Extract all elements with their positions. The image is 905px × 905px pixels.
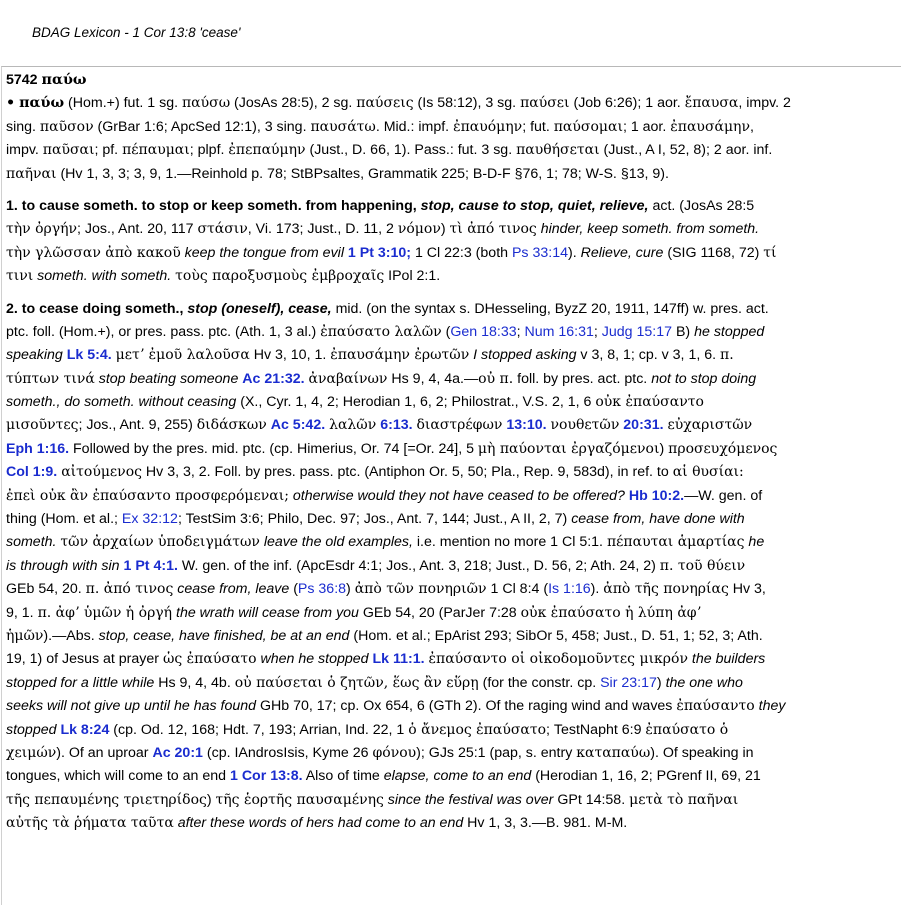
greek-text: ὡς ἐπαύσατο (162, 651, 257, 668)
entry-text: ). Of an uproar (56, 744, 153, 761)
translation-text: stopped (6, 721, 61, 738)
entry-text: Hs 9, 4, 4a.— (387, 370, 479, 387)
scripture-link[interactable]: Col 1:9. (6, 464, 58, 481)
entry-text: Hv 3, (728, 581, 766, 598)
entry-text: ( (289, 581, 298, 598)
greek-text: τῆς ἑορτῆς παυσαμένης (215, 791, 384, 808)
scripture-link[interactable]: 1 Cor 13:8. (229, 768, 303, 785)
greek-text: ἐπαύσαντο (676, 698, 755, 715)
greek-text: πέπαυμαι (122, 142, 190, 159)
entry-text: ; fut. (522, 118, 554, 135)
scripture-link[interactable]: Num 16:31 (524, 323, 594, 340)
entry-text: ; TestNapht 6:9 (546, 721, 646, 738)
greek-text: παύσομαι (553, 118, 623, 135)
greek-text: οὐ π. (478, 370, 514, 387)
entry-line (6, 368, 893, 391)
entry-text: Hv 3, 3, 2. Foll. by pres. pass. ptc. (Antiphon Or. 5, 50; Pla., Rep. 9, 583d), in ref. to (141, 464, 673, 481)
translation-text: leave the old examples, (259, 534, 413, 551)
greek-text: οὐ παύσεται ὁ ζητῶν, ἕως ἂν εὕρῃ (234, 674, 479, 691)
entry-text: ). (590, 581, 604, 598)
translation-text: seeks will not give up until he has found (6, 698, 257, 715)
scripture-link[interactable]: 13:10. (506, 417, 547, 434)
scripture-link[interactable]: Lk 11:1. (372, 651, 425, 668)
entry-text: ); GJs 25:1 (pap, s. entry (416, 744, 577, 761)
scripture-link[interactable]: Sir 23:17 (600, 674, 657, 691)
entry-line (6, 555, 893, 578)
greek-text: ἐπεὶ οὐκ ἂν ἐπαύσαντο προσφερόμεναι; (6, 487, 289, 504)
entry-text: Hs 9, 4, 4b. (154, 674, 235, 691)
entry-line (6, 139, 893, 162)
scripture-link[interactable]: Lk 5:4. (66, 347, 112, 364)
entry-line (6, 672, 893, 695)
greek-text: • (6, 95, 16, 112)
entry-text: GPt 14:58. (553, 791, 630, 808)
entry-text: Hv 1, 3, 3.—B. 981. M-M. (463, 815, 628, 832)
entry-line (6, 195, 893, 218)
entry-text: ; (593, 323, 602, 340)
entry-text: 9, 1. (6, 604, 38, 621)
entry-text: Also of time (302, 768, 384, 785)
entry-text: B) (672, 323, 695, 340)
sense-gloss: stop (oneself), cease, (187, 300, 332, 317)
paragraph-gap (6, 289, 893, 298)
entry-text: ). Of speaking in (650, 744, 754, 761)
entry-text: (Hom. et al.; EpArist 293; SibOr 5, 458; Just., D. 51, 1; 52, 3; Ath. (349, 627, 763, 644)
entry-text: ) (659, 440, 669, 457)
greek-text: π. (720, 347, 734, 364)
translation-text: someth. (6, 534, 61, 551)
greek-text: οὐκ ἐπαύσαντο (595, 394, 704, 411)
greek-text: ἀπὸ τῆς πονηρίας (603, 581, 729, 598)
entry-line (6, 414, 893, 437)
entry-text: (Is 58:12), 3 sg. (413, 95, 521, 112)
entry-text: 1 Cl 22:3 (both (411, 244, 512, 261)
greek-text: προσευχόμενος (668, 440, 778, 457)
entry-line (6, 116, 893, 139)
entry-text: (Hv 1, 3, 3; 3, 9, 1.—Reinhold p. 78; StBPsaltes, Grammatik 225; B-D-F §76, 1; 78; W-S. §13, 9). (56, 165, 669, 182)
entry-text: Hv 3, 10, 1. (249, 347, 331, 364)
entry-text: ) (656, 674, 666, 691)
entry-number: 5742 (6, 72, 38, 88)
paragraph-gap (6, 186, 893, 195)
greek-text: ἐπαυσάμην ἐρωτῶν (330, 347, 470, 364)
scripture-link[interactable]: Gen 18:33 (450, 323, 517, 340)
scripture-link[interactable]: 1 Pt 4:1. (123, 557, 178, 574)
translation-text: when he stopped (256, 651, 373, 668)
entry-text: (SIG 1168, 72) (663, 244, 764, 261)
entry-text: , Vi. 173; Just., D. 11, 2 (247, 221, 398, 238)
translation-text: someth., do someth. without ceasing (6, 394, 237, 411)
translation-text: keep the tongue from evil (180, 244, 348, 261)
entry-heading (6, 69, 893, 92)
entry-text: ).—Abs. (43, 627, 99, 644)
scripture-link[interactable]: Lk 8:24 (60, 721, 110, 738)
entry-line (6, 648, 893, 671)
greek-text: ἀπὸ τῶν πονηριῶν (354, 581, 487, 598)
entry-text: ) (346, 581, 355, 598)
entry-text: ( (441, 323, 451, 340)
greek-text: παύσει (520, 95, 570, 112)
entry-text: tongues, which will come to an end (6, 768, 230, 785)
greek-text: νουθετῶν (550, 417, 620, 434)
entry-line (6, 298, 893, 321)
entry-text: ; plpf. (189, 142, 229, 159)
sense-heading: 1. to cause someth. to stop or keep someth. from happening, (6, 197, 421, 214)
entry-text: ) (440, 221, 450, 238)
scripture-link[interactable]: Ps 36:8 (297, 581, 347, 598)
translation-text: stop, cease, have finished, be at an end (98, 627, 350, 644)
entry-line (6, 485, 893, 508)
scripture-link[interactable]: Judg 15:17 (601, 323, 673, 340)
translation-text: is through with sin (6, 557, 124, 574)
entry-text: v 3, 8, 1; cp. v 3, 1, 6. (576, 347, 720, 364)
entry-line (6, 92, 893, 115)
entry-line (6, 321, 893, 344)
entry-line (6, 242, 893, 265)
lexicon-entry (1, 66, 901, 905)
entry-line (6, 695, 893, 718)
entry-body (6, 92, 893, 835)
entry-text: act. (JosAs 28:5 (648, 197, 755, 214)
entry-text: GHb 70, 17; cp. Ox 654, 6 (GTh 2). Of the raging wind and waves (256, 698, 677, 715)
greek-text: τῶν ἀρχαίων ὑποδειγμάτων (60, 534, 260, 551)
entry-line (6, 765, 893, 788)
entry-text: 1 Cl 8:4 ( (486, 581, 549, 598)
greek-text: π. ἀφʼ ὑμῶν ἡ ὀργή (37, 604, 173, 621)
greek-text: ὁ ἄνεμος ἐπαύσατο (408, 721, 547, 738)
translation-text: speaking (6, 347, 67, 364)
greek-text: αἱ θυσίαι: (672, 464, 744, 481)
greek-text: λαλῶν (329, 417, 377, 434)
greek-text: παύσεις (356, 95, 414, 112)
greek-text: παῆναι (6, 165, 57, 182)
entry-line (6, 742, 893, 765)
greek-text: ἐπεπαύμην (228, 142, 306, 159)
greek-text: παυσάτω (310, 118, 376, 135)
entry-text: ; Jos., Ant. 9, 255) (78, 417, 197, 434)
greek-text: μισοῦντες (6, 417, 79, 434)
entry-text: ptc. foll. (Hom.+), or pres. pass. ptc. (Ath. 1, 3 al.) (6, 323, 321, 340)
greek-text: ἡμῶν (6, 627, 44, 644)
greek-text: παυθήσεται (516, 142, 600, 159)
entry-text: ). (567, 244, 581, 261)
entry-text: (Just., A I, 52, 8); 2 aor. inf. (599, 142, 773, 159)
entry-text: (GrBar 1:6; ApcSed 12:1), 3 sing. (93, 118, 311, 135)
translation-text: the builders (687, 651, 766, 668)
translation-text: I stopped asking (469, 347, 577, 364)
scripture-link[interactable]: Ac 21:32. (242, 370, 305, 387)
greek-text: μὴ παύονται ἐργαζόμενοι (477, 440, 660, 457)
greek-text: ἀναβαίνων (308, 370, 388, 387)
entry-text: (cp. IAndrosIsis, Kyme 26 (202, 744, 373, 761)
entry-text: foll. by pres. act. ptc. (513, 370, 652, 387)
greek-text: παῦσον (39, 118, 94, 135)
greek-text: παῦσαι (42, 142, 95, 159)
entry-text: IPol 2:1. (384, 268, 441, 285)
entry-text: ) (206, 791, 216, 808)
greek-text: ἐπαύσατο λαλῶν (320, 323, 442, 340)
entry-text: (Herodian 1, 16, 2; PGrenf II, 69, 21 (531, 768, 761, 785)
translation-text: since the festival was over (383, 791, 554, 808)
translation-text: the wrath will cease from you (172, 604, 359, 621)
greek-text: παύω (19, 95, 65, 112)
translation-text: elapse, come to an end (383, 768, 532, 785)
entry-text: (for the constr. cp. (478, 674, 601, 691)
greek-text: φόνου (372, 744, 417, 761)
entry-text: ; 1 aor. (622, 118, 671, 135)
greek-text: νόμον (397, 221, 441, 238)
entry-text: mid. (on the syntax s. DHesseling, ByzZ 20, 1911, 147ff) w. pres. act. (331, 300, 769, 317)
greek-text: ἐπαυσάμην (670, 118, 750, 135)
greek-text: διδάσκων (196, 417, 267, 434)
greek-text: μετὰ τὸ παῆναι (629, 791, 739, 808)
scripture-link[interactable]: Is 1:16 (548, 581, 591, 598)
entry-line (6, 218, 893, 241)
entry-line (6, 719, 893, 742)
document-caption: BDAG Lexicon - 1 Cor 13:8 'cease' (32, 25, 241, 40)
entry-text: (Job 6:26); 1 aor. (569, 95, 685, 112)
scripture-link[interactable]: Ps 33:14 (511, 244, 568, 261)
greek-text: τί (763, 244, 777, 261)
translation-text: otherwise would they not have ceased to be offered? (288, 487, 629, 504)
entry-line (6, 344, 893, 367)
translation-text: he stopped (694, 323, 765, 340)
greek-text: ἐπαυόμην (453, 118, 523, 135)
translation-text: after these words of hers had come to an end (173, 815, 464, 832)
entry-text: Followed by the pres. mid. ptc. (cp. Himerius, Or. 74 [=Or. 24], 5 (69, 440, 478, 457)
greek-text: διαστρέφων (416, 417, 503, 434)
greek-text: ἔπαυσα (684, 95, 739, 112)
greek-text: τύπτων τινά (6, 370, 95, 387)
translation-text: cease from, have done with (571, 511, 745, 528)
entry-line (6, 578, 893, 601)
sense-heading: 2. to cease doing someth., (6, 300, 188, 317)
entry-text: sing. (6, 118, 40, 135)
entry-line (6, 789, 893, 812)
greek-text: τῆς πεπαυμένης τριετηρίδος (6, 791, 207, 808)
sense-gloss: stop, cause to stop, quiet, relieve, (420, 197, 649, 214)
entry-line (6, 163, 893, 186)
greek-text: ἐπαύσατο ὁ (645, 721, 729, 738)
entry-line (6, 438, 893, 461)
translation-text: stopped for a little while (6, 674, 155, 691)
entry-text: . Mid.: impf. (375, 118, 454, 135)
entry-lemma: παύω (41, 72, 87, 88)
translation-text: not to stop doing (651, 370, 757, 387)
entry-text: (Hom.+) fut. 1 sg. (64, 95, 182, 112)
greek-text: αἰτούμενος (61, 464, 142, 481)
entry-text: , (749, 118, 754, 135)
greek-text: στάσιν (197, 221, 248, 238)
greek-text: τὴν ὀργήν (6, 221, 78, 238)
translation-text: hinder, keep someth. from someth. (536, 221, 760, 238)
greek-text: τοὺς παροξυσμοὺς ἐμβροχαῖς (175, 268, 385, 285)
translation-text: cease from, leave (173, 581, 290, 598)
entry-line (6, 508, 893, 531)
greek-text: πέπαυται ἁμαρτίας (606, 534, 745, 551)
entry-text: ; TestSim 3:6; Philo, Dec. 97; Jos., Ant. 7, 144; Just., A II, 2, 7) (177, 511, 572, 528)
scripture-link[interactable]: 20:31. (623, 417, 664, 434)
greek-text: αὐτῆς τὰ ῥήματα ταῦτα (6, 815, 174, 832)
greek-text: χειμών (6, 744, 57, 761)
greek-text: τινι (6, 268, 34, 285)
entry-text: ; (516, 323, 525, 340)
entry-line (6, 461, 893, 484)
entry-line (6, 812, 893, 835)
translation-text: they (754, 698, 786, 715)
entry-line (6, 391, 893, 414)
entry-text: (cp. Od. 12, 168; Hdt. 7, 193; Arrian, Ind. 22, 1 (109, 721, 409, 738)
greek-text: τὴν γλῶσσαν ἀπὸ κακοῦ (6, 244, 181, 261)
greek-text: οὐκ ἐπαύσατο ἡ λύπη ἀφʼ (520, 604, 702, 621)
greek-text: παύσω (181, 95, 231, 112)
entry-text: GEb 54, 20 (ParJer 7:28 (358, 604, 521, 621)
greek-text: τὶ ἀπό τινος (449, 221, 537, 238)
entry-line (6, 265, 893, 288)
greek-text: εὐχαριστῶν (667, 417, 753, 434)
greek-text: ἐπαύσαντο οἱ οἰκοδομοῦντες μικρόν (428, 651, 688, 668)
entry-text: 19, 1) of Jesus at prayer (6, 651, 163, 668)
entry-text: thing (Hom. et al.; (6, 511, 122, 528)
entry-text: (X., Cyr. 1, 4, 2; Herodian 1, 6, 2; Philostrat., V.S. 2, 1, 6 (236, 394, 596, 411)
entry-text: impv. (6, 142, 43, 159)
entry-text: , impv. 2 (738, 95, 791, 112)
entry-line (6, 602, 893, 625)
scripture-link[interactable]: 6:13. (380, 417, 413, 434)
scripture-link[interactable]: Hb 10:2. (628, 487, 685, 504)
entry-text: W. gen. of the inf. (ApcEsdr 4:1; Jos., Ant. 3, 218; Just., D. 56, 2; Ath. 24, 2) (177, 557, 660, 574)
entry-text: —W. gen. of (684, 487, 763, 504)
greek-text: π. ἀπό τινος (85, 581, 174, 598)
entry-text: i.e. mention no more 1 Cl 5:1. (412, 534, 607, 551)
scripture-link[interactable]: Ac 5:42. (270, 417, 326, 434)
translation-text: he (744, 534, 765, 551)
greek-text: μετʼ ἐμοῦ λαλοῦσα (115, 347, 250, 364)
translation-text: someth. with someth. (33, 268, 176, 285)
translation-text: stop beating someone (94, 370, 243, 387)
entry-line (6, 625, 893, 648)
scripture-link[interactable]: Ac 20:1 (152, 744, 203, 761)
greek-text: π. τοῦ θύειν (659, 557, 746, 574)
entry-text: ; Jos., Ant. 20, 117 (77, 221, 198, 238)
translation-text: Relieve, cure (580, 244, 664, 261)
entry-text: (JosAs 28:5), 2 sg. (230, 95, 357, 112)
entry-line (6, 531, 893, 554)
scripture-link[interactable]: Eph 1:16. (6, 440, 70, 457)
entry-text: GEb 54, 20. (6, 581, 86, 598)
entry-text: ; pf. (94, 142, 123, 159)
scripture-link[interactable]: Ex 32:12 (121, 511, 178, 528)
greek-text: καταπαύω (576, 744, 651, 761)
scripture-link[interactable]: 1 Pt 3:10; (347, 244, 412, 261)
entry-text: (Just., D. 66, 1). Pass.: fut. 3 sg. (305, 142, 517, 159)
translation-text: the one who (665, 674, 743, 691)
